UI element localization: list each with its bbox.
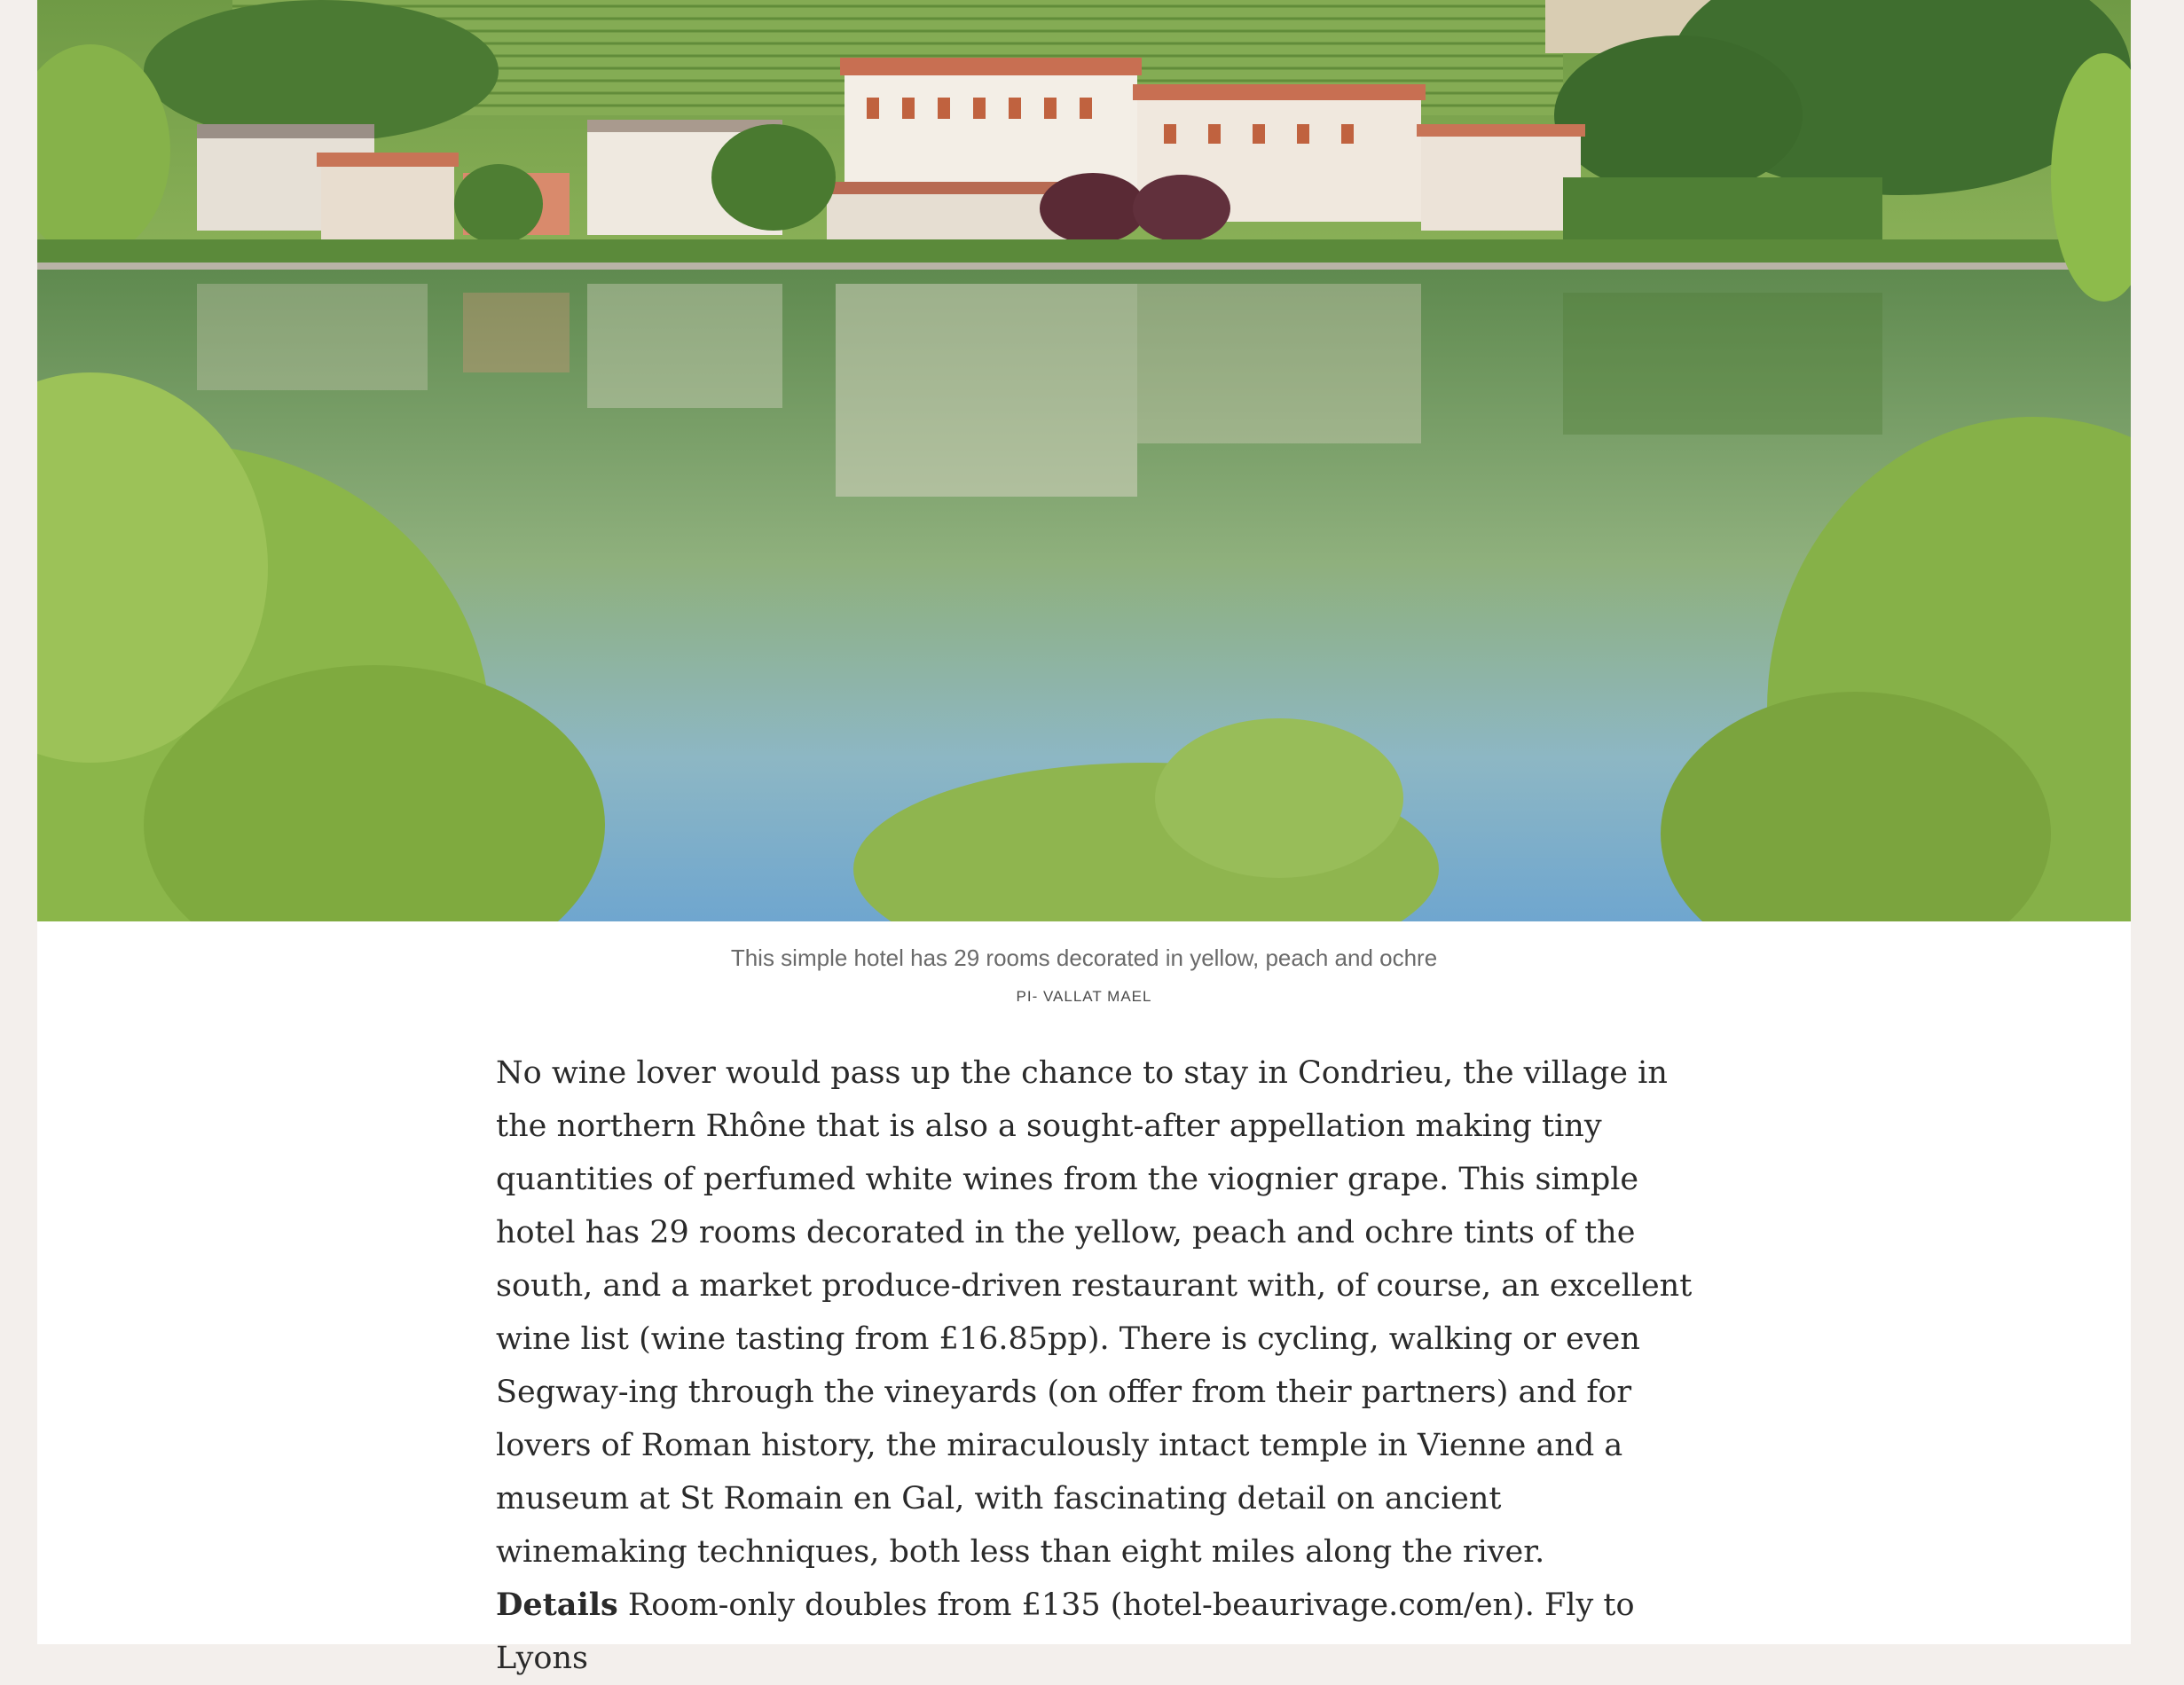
details-label: Details: [496, 1587, 618, 1623]
photo-credit: PI- VALLAT MAEL: [1016, 988, 1152, 1005]
article-page: [37, 0, 2131, 1676]
hero-photo-illustration: [37, 0, 2131, 921]
article-paragraph: No wine lover would pass up the chance to stay in Condrieu, the village in the northern Rhône that is also a sought-after appellation making tiny quantities of perfumed white wines from the viognier grape. This simple hotel has 29 rooms decorated in the yellow, peach and ochre tints of the south, and a market produce-driven restaurant with, of course, an excellent wine list (wine tasting from £16.85pp). There is cycling, walking or even Segway-ing through the vineyards (on offer from their partners) and for lovers of Roman history, the miraculously intact temple in Vienne and a museum at St Romain en Gal, with fascinating detail on ancient winemaking techniques, both less than eight miles along the river.: [496, 1055, 1693, 1570]
hero-photo: [37, 0, 2131, 921]
details-text: Room-only doubles from £135 (hotel-beaurivage.com/en). Fly to Lyons: [496, 1587, 1635, 1676]
photo-caption: This simple hotel has 29 rooms decorated in yellow, peach and ochre: [730, 944, 1438, 971]
article-body: [496, 1046, 1702, 1685]
details-line: [496, 1579, 1702, 1685]
